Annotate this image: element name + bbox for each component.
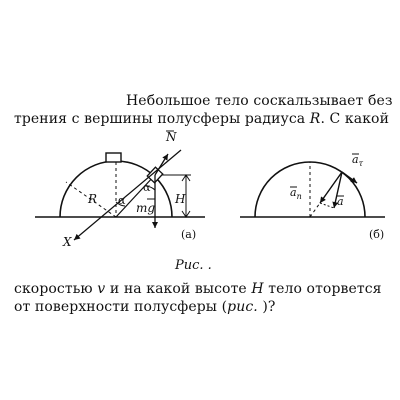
figure-reference: рис. [227,299,258,315]
body-at-top [106,153,121,162]
label-panel-b: (б) [369,228,385,241]
label-a: a [337,195,344,208]
normal-force-arrow [155,154,168,175]
parallelogram-dashed [320,203,334,208]
right-panel [240,153,385,241]
problem-text: Небольшое тело соскальзывает без [126,93,393,109]
variable-H: H [251,281,264,297]
label-X: X [63,235,72,249]
label-alpha-center: α [118,194,126,207]
label-panel-a: (а) [181,228,197,241]
problem-text: тело оторвется [263,281,382,297]
problem-text: )? [257,299,276,315]
problem-text: и на какой высоте [105,281,252,297]
tangential-acceleration-arrow [342,172,357,183]
problem-text: от поверхности полусферы ( [14,299,228,315]
problem-text-line-4 [14,299,276,315]
label-alpha-body: α [143,181,151,194]
variable-R: R [309,111,321,127]
label-H: H [175,192,186,206]
label-a-n: $a_n$ [290,186,302,201]
label-N: N [166,130,177,144]
label-a-tau: $a_\tau$ [352,153,363,168]
variable-v: v [97,281,106,297]
problem-text: скоростью [14,281,98,297]
label-R: R [88,192,98,206]
figure-caption: Рис. . [175,258,212,273]
problem-text: . С какой [320,111,390,127]
label-mg: mg [136,201,156,215]
left-panel [35,130,205,249]
problem-text: трения с вершины полусферы радиуса [14,111,310,127]
problem-text-line-3 [14,281,382,297]
